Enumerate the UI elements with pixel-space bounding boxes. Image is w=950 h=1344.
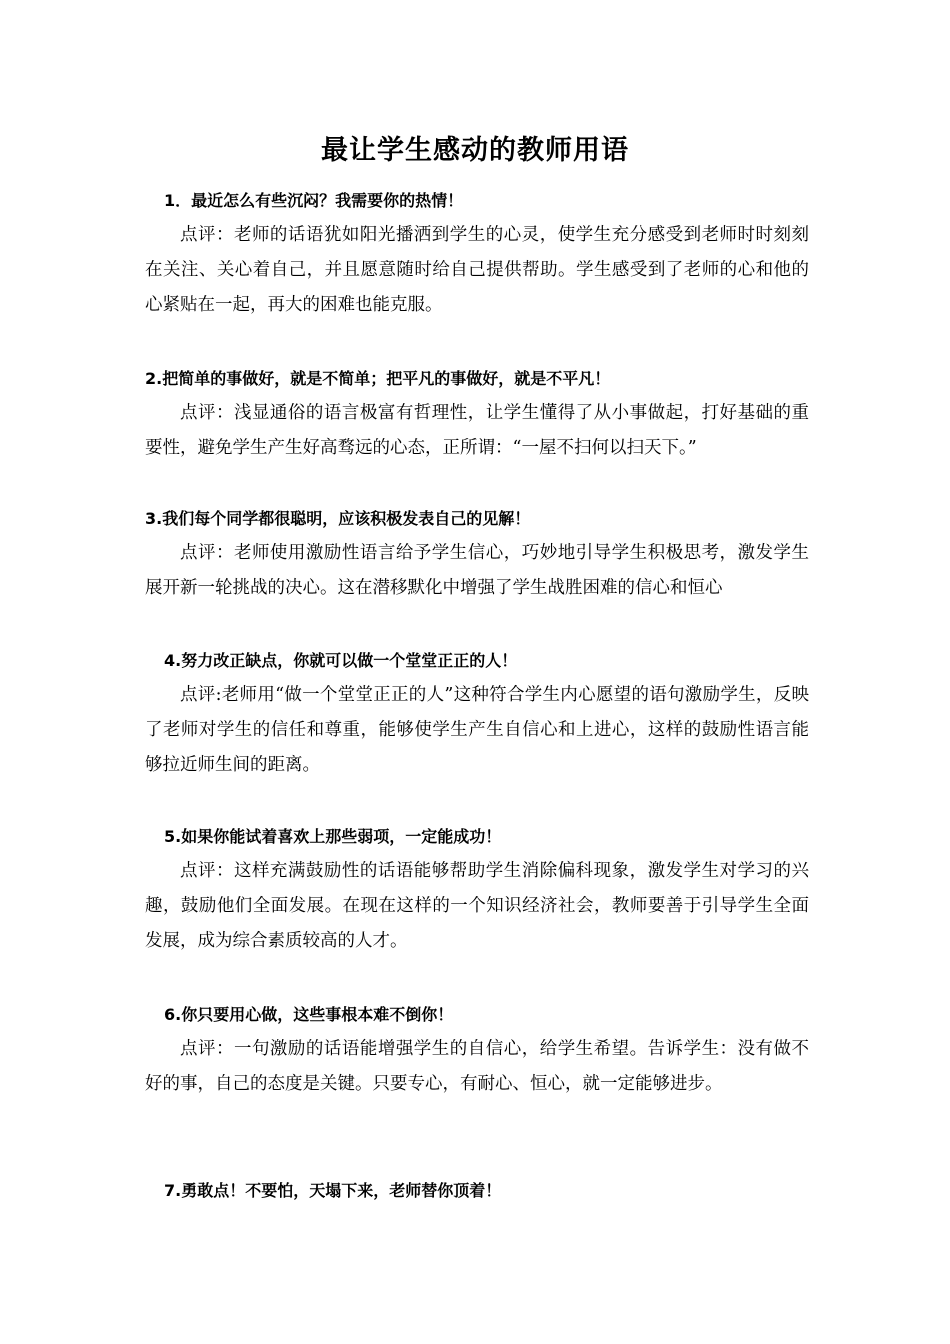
item-comment: 点评：这样充满鼓励性的话语能够帮助学生消除偏科现象，激发学生对学习的兴趣，鼓励他们全面发展。在现在这样的一个知识经济社会，教师要善于引导学生全面发展，成为综合素质较高的人才。 — [145, 861, 809, 951]
page-title: 最让学生感动的教师用语 — [321, 135, 629, 166]
item-heading: 7.勇敢点！不要怕，天塌下来，老师替你顶着！ — [164, 1181, 502, 1200]
item-comment: 点评：一句激励的话语能增强学生的自信心，给学生希望。告诉学生：没有做不好的事，自己的态度是关键。只要专心，有耐心、恒心，就一定能够进步。 — [145, 1039, 809, 1094]
item-comment: 点评:老师用“做一个堂堂正正的人”这种符合学生内心愿望的语句激励学生，反映了老师对学生的信任和尊重，能够使学生产生自信心和上进心，这样的鼓励性语言能够拉近师生间的距离。 — [145, 685, 809, 775]
item-comment: 点评：老师使用激励性语言给予学生信心，巧妙地引导学生积极思考，激发学生展开新一轮挑战的决心。这在潜移默化中增强了学生战胜困难的信心和恒心 — [145, 543, 809, 598]
item-heading: 1．最近怎么有些沉闷？我需要你的热情！ — [164, 191, 464, 210]
item-heading: 3.我们每个同学都很聪明，应该积极发表自己的见解！ — [145, 509, 531, 528]
item-heading: 6.你只要用心做，这些事根本难不倒你！ — [164, 1005, 454, 1024]
item-heading: 2.把简单的事做好，就是不简单；把平凡的事做好，就是不平凡！ — [145, 369, 611, 388]
item-comment: 点评：老师的话语犹如阳光播洒到学生的心灵，使学生充分感受到老师时时刻刻在关注、关心着自己，并且愿意随时给自己提供帮助。学生感受到了老师的心和他的心紧贴在一起，再大的困难也能克服。 — [145, 225, 809, 315]
item-heading: 4.努力改正缺点，你就可以做一个堂堂正正的人！ — [164, 651, 518, 670]
item-heading: 5.如果你能试着喜欢上那些弱项，一定能成功！ — [164, 827, 502, 846]
item-comment: 点评：浅显通俗的语言极富有哲理性，让学生懂得了从小事做起，打好基础的重要性，避免学生产生好高骛远的心态，正所谓：“一屋不扫何以扫天下。” — [145, 403, 809, 458]
